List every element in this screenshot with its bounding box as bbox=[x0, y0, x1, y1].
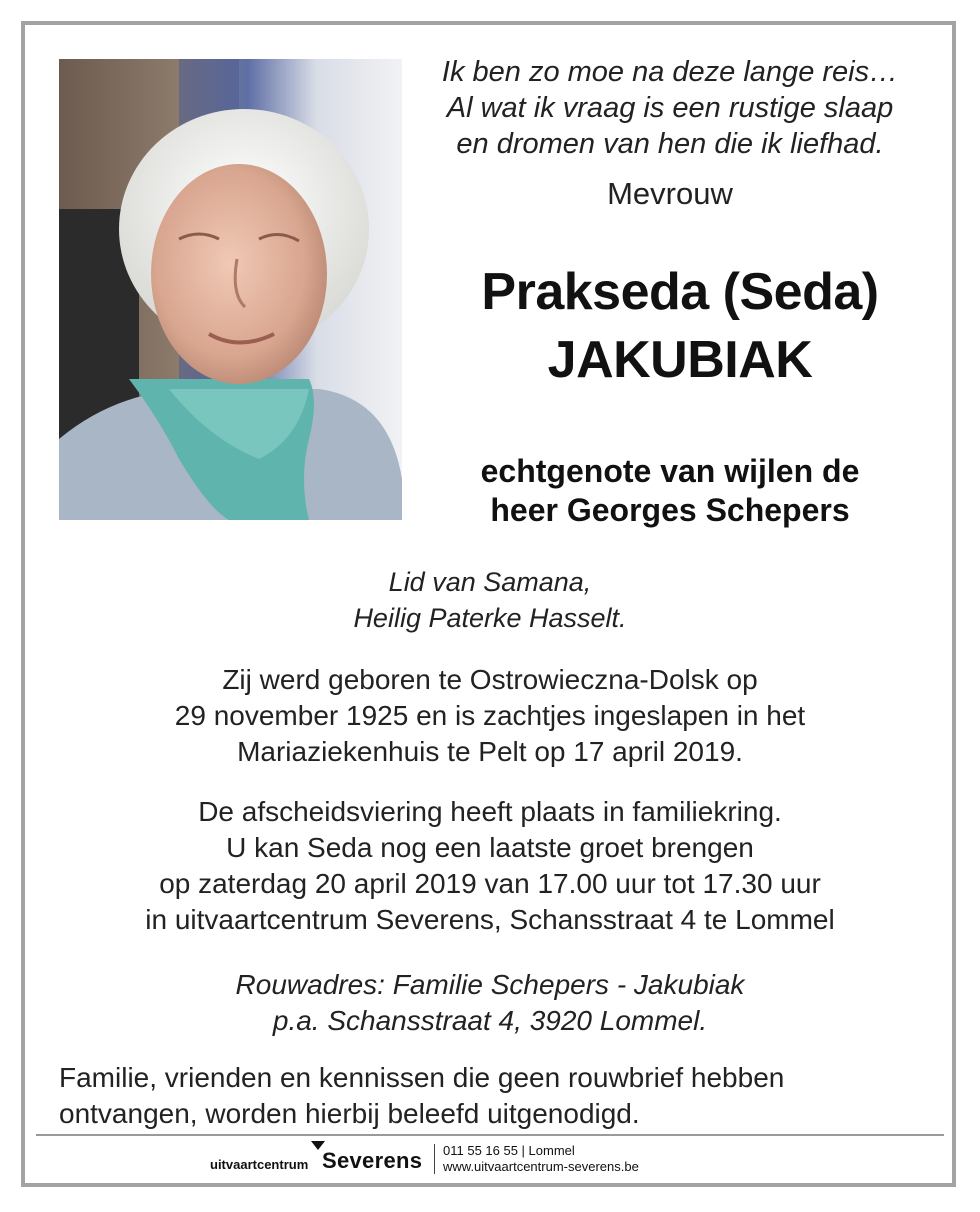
salutation: Mevrouw bbox=[607, 176, 733, 211]
portrait-photo bbox=[59, 59, 402, 520]
deceased-first-name: Prakseda (Seda) bbox=[481, 263, 879, 321]
birth-line: 29 november 1925 en is zachtjes ingeslapen in het bbox=[174, 700, 806, 731]
poem-line: Al wat ik vraag is een rustige slaap bbox=[446, 92, 894, 124]
closing-line: ontvangen, worden hierbij beleefd uitgenodigd. bbox=[59, 1098, 640, 1129]
address-line: p.a. Schansstraat 4, 3920 Lommel. bbox=[272, 1005, 708, 1036]
closing-line: Familie, vrienden en kennissen die geen rouwbrief hebben bbox=[59, 1062, 785, 1093]
ceremony-line: De afscheidsviering heeft plaats in familiekring. bbox=[198, 796, 782, 827]
footer-divider bbox=[36, 1134, 944, 1136]
brand-name: Severens bbox=[322, 1148, 423, 1173]
ceremony-line: op zaterdag 20 april 2019 van 17.00 uur tot 17.30 uur bbox=[159, 868, 821, 899]
spouse-line: echtgenote van wijlen de bbox=[480, 453, 860, 489]
phone-line: 011 55 16 55 | Lommel bbox=[443, 1143, 575, 1158]
birth-death-info bbox=[80, 662, 900, 770]
website-link[interactable]: www.uitvaartcentrum-severens.be bbox=[443, 1159, 639, 1174]
mourning-address bbox=[140, 967, 840, 1039]
memberships bbox=[280, 564, 700, 636]
ceremony-line: in uitvaartcentrum Severens, Schansstraat 4 te Lommel bbox=[145, 904, 835, 935]
brand-prefix: uitvaartcentrum bbox=[210, 1157, 309, 1172]
ceremony-line: U kan Seda nog een laatste groet brengen bbox=[226, 832, 754, 863]
spouse-info bbox=[420, 452, 920, 530]
poem-line: Ik ben zo moe na deze lange reis… bbox=[441, 56, 899, 88]
brand-divider bbox=[434, 1144, 435, 1174]
contact-info bbox=[443, 1143, 639, 1175]
deceased-last-name: JAKUBIAK bbox=[547, 331, 813, 389]
birth-line: Zij werd geboren te Ostrowieczna-Dolsk op bbox=[222, 664, 758, 695]
closing-invitation bbox=[59, 1060, 919, 1132]
funeral-home-footer bbox=[200, 1140, 980, 1180]
portrait-image bbox=[59, 59, 402, 520]
birth-line: Mariaziekenhuis te Pelt op 17 april 2019. bbox=[237, 736, 743, 767]
membership-line: Lid van Samana, bbox=[388, 567, 592, 597]
spouse-line: heer Georges Schepers bbox=[490, 492, 850, 528]
deceased-name bbox=[420, 258, 940, 394]
poem bbox=[410, 54, 930, 162]
ceremony-info bbox=[60, 794, 920, 938]
membership-line: Heilig Paterke Hasselt. bbox=[353, 603, 627, 633]
address-line: Rouwadres: Familie Schepers - Jakubiak bbox=[235, 969, 745, 1000]
poem-line: en dromen van hen die ik liefhad. bbox=[456, 128, 884, 160]
